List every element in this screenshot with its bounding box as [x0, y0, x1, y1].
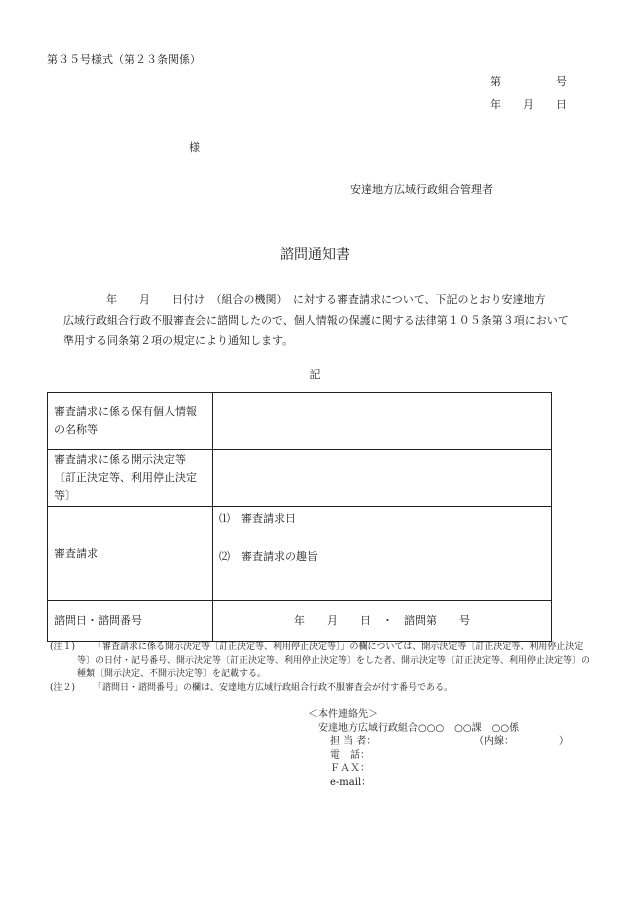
ki-heading: 記: [309, 368, 321, 381]
table-row: [48, 507, 552, 601]
details-table: [47, 392, 552, 642]
review-request-date: ⑴ 審査請求日: [219, 512, 296, 525]
note-1: [47, 641, 592, 682]
note-2: [47, 682, 592, 696]
label-line: 〔訂正決定等、利用停止決定: [54, 471, 197, 484]
phone-label: 電 話：: [330, 749, 370, 761]
personal-info-name-label: [48, 393, 213, 450]
table-row: [48, 601, 552, 642]
inquiry-date-number-label: 諮問日・諮問番号: [48, 601, 213, 642]
note-1-tag: (注１): [50, 642, 76, 652]
review-request-label: 審査請求: [48, 507, 213, 601]
review-request-value[interactable]: [213, 507, 552, 601]
label-line: 審査請求に係る開示決定等: [54, 453, 186, 466]
contact-phone: [308, 749, 569, 763]
label-line: 審査請求に係る保有個人情報: [54, 405, 197, 418]
contact-email: [308, 776, 569, 790]
note-2-text: 「諮問日・諮問番号」の欄は、安達地方広域行政組合行政不服審査会が付す番号である。: [93, 682, 454, 693]
inquiry-date-number-value[interactable]: 年 月 日 ・ 諮問第 号: [213, 601, 552, 642]
table-row: [48, 450, 552, 507]
addressee: 様: [189, 141, 200, 154]
body-line-1: 年 月 日付け （組合の機関） に対する審査請求について、下記のとおり安達地方: [106, 293, 546, 306]
contact-person: [308, 735, 569, 749]
notes: [47, 641, 592, 695]
disclosure-decision-label: [48, 450, 213, 507]
document-title: 諮問通知書: [280, 247, 350, 263]
email-label: e-mail：: [330, 776, 372, 788]
document-number: 第 号: [490, 75, 567, 88]
review-request-purpose: ⑵ 審査請求の趣旨: [219, 550, 318, 563]
label-line: の名称等: [54, 423, 98, 436]
contact-heading: ＜本件連絡先＞: [308, 709, 378, 720]
label-line: 等〕: [54, 489, 76, 502]
note-1-text: 「審査請求に係る開示決定等〔訂正決定等、利用停止決定等〕」の欄については、開示決定等〔訂正決定等、利用停止決定等〕の日付・記号番号、開示決定等〔訂正決定等、利用停止決定等〕をした者、開示決定等〔訂正決定等、利用停止決定等〕の種類〔開示決定、不開示決定等〕を記載する。: [77, 642, 591, 679]
contact-block: [308, 708, 569, 789]
contact-org: 安達地方広域行政組合○○○ ○○課 ○○係: [318, 722, 520, 734]
extension-label: （内線： ）: [474, 736, 569, 747]
person-label: 担 当 者：: [330, 736, 377, 747]
body-line-2: 広域行政組合行政不服審査会に諮問したので、個人情報の保護に関する法律第１０５条第３項において: [63, 313, 569, 327]
disclosure-decision-value[interactable]: [213, 450, 552, 507]
personal-info-name-value[interactable]: [213, 393, 552, 450]
form-number: 第３５号様式（第２３条関係）: [47, 53, 201, 66]
body-paragraph: [63, 290, 583, 352]
fax-label: ＦＡＸ：: [330, 763, 370, 774]
table-row: [48, 393, 552, 450]
body-line-3: 準用する同条第２項の規定により通知します。: [63, 334, 294, 347]
sender: 安達地方広域行政組合管理者: [350, 183, 493, 196]
document-date: 年 月 日: [490, 98, 567, 111]
note-2-tag: (注２): [50, 682, 76, 693]
contact-fax: [308, 762, 569, 776]
